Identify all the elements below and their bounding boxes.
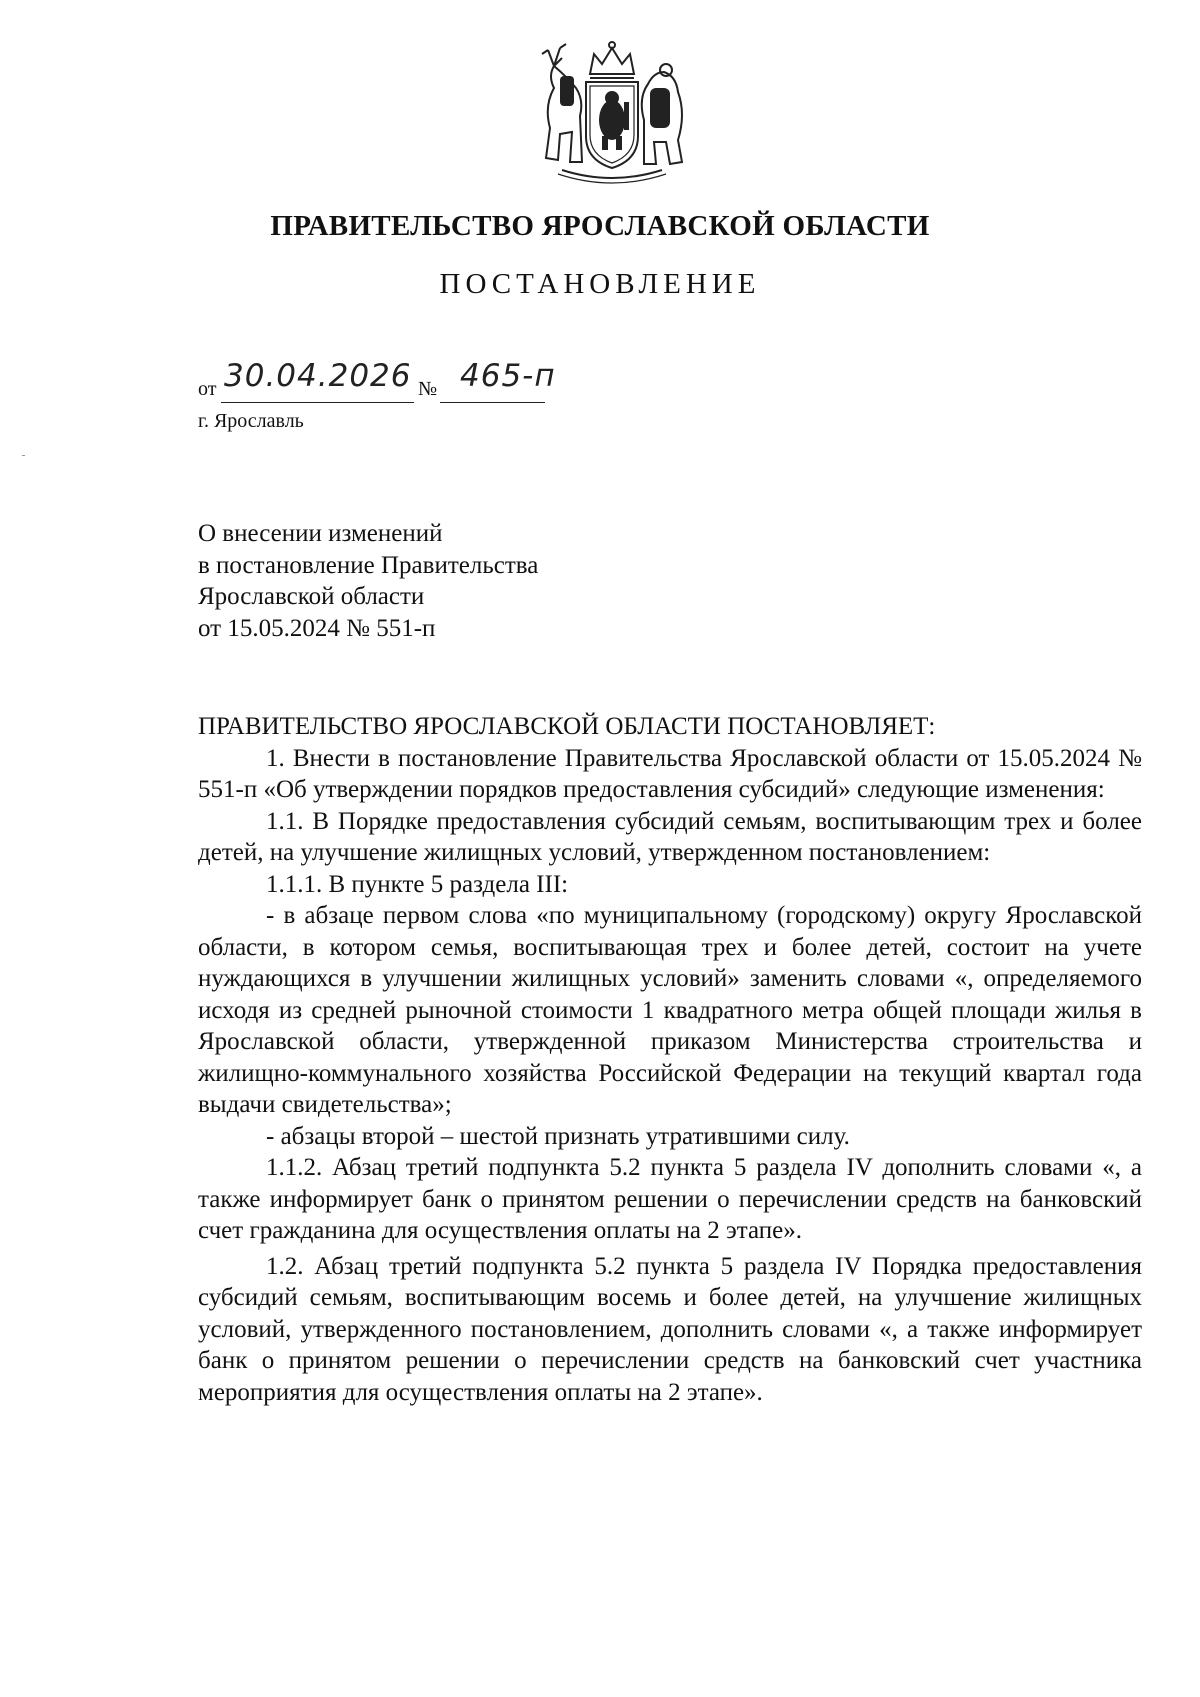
body-paragraph: 1.1.2. Абзац третий подпункта 5.2 пункта 5 раздела IV дополнить словами «, а также информирует банк о принятом решении о перечислении средств на банковский счет гражданина для осуществления оплаты на 2 этапе». [198, 1154, 1142, 1244]
body-paragraph: 1.2. Абзац третий подпункта 5.2 пункта 5 раздела IV Порядка предоставления субсидий семьям, воспитывающим восемь и более детей, на улучшение жилищных условий, утвержденного постановлением, дополнить словами «, а также информирует банк о принятом решении о перечислении средств на банковский счет участника мероприятия для осуществления оплаты на 2 этапе». [198, 1252, 1142, 1406]
subject-line: О внесении изменений [198, 520, 443, 547]
subject-line: от 15.05.2024 № 551-п [198, 614, 436, 642]
document-body [198, 711, 1142, 1408]
body-paragraph: 1. Внести в постановление Правительства Ярославской области от 15.05.2024 № 551-п «Об утверждении порядков предоставления субсидий» следующие изменения: [198, 744, 1142, 803]
body-paragraph: 1.1. В Порядке предоставления субсидий семьям, воспитывающим трех и более детей, на улучшение жилищных условий, утвержденном постановлением: [198, 807, 1142, 866]
subject-line: Ярославской области [198, 583, 425, 610]
body-paragraph: - в абзаце первом слова «по муниципальному (городскому) округу Ярославской области, в котором семья, воспитывающая трех и более детей, состоит на учете нуждающихся в улучшении жилищных условий» заменить словами «, определяемого исходя из средней рыночной стоимости 1 квадратного метра общей площади жилья в Ярославской области, утвержденной приказом Министерства строительства и жилищно-коммунального хозяйства Российской Федерации на текущий квартал года выдачи свидетельства»; [198, 902, 1142, 1118]
city: г. Ярославль [198, 410, 304, 432]
body-paragraph: - абзацы второй – шестой признать утратившими силу. [266, 1122, 850, 1150]
body-paragraph: 1.1.1. В пункте 5 раздела III: [266, 870, 569, 898]
date-number-line [198, 358, 618, 408]
date-underline [221, 402, 414, 403]
preamble: ПРАВИТЕЛЬСТВО ЯРОСЛАВСКОЙ ОБЛАСТИ ПОСТАНОВЛЯЕТ: [198, 713, 936, 740]
from-label: от [198, 378, 217, 400]
government-title: ПРАВИТЕЛЬСТВО ЯРОСЛАВСКОЙ ОБЛАСТИ [270, 210, 930, 242]
document-date: 30.04.2026 [224, 358, 412, 394]
scan-artifact [22, 455, 25, 456]
document-subject [198, 518, 538, 644]
coat-of-arms-icon [532, 36, 692, 186]
document-type: ПОСТАНОВЛЕНИЕ [439, 268, 761, 300]
number-label: № [418, 378, 438, 400]
subject-line: в постановление Правительства [198, 551, 539, 579]
document-number: 465-п [460, 358, 556, 394]
number-underline [440, 402, 545, 403]
